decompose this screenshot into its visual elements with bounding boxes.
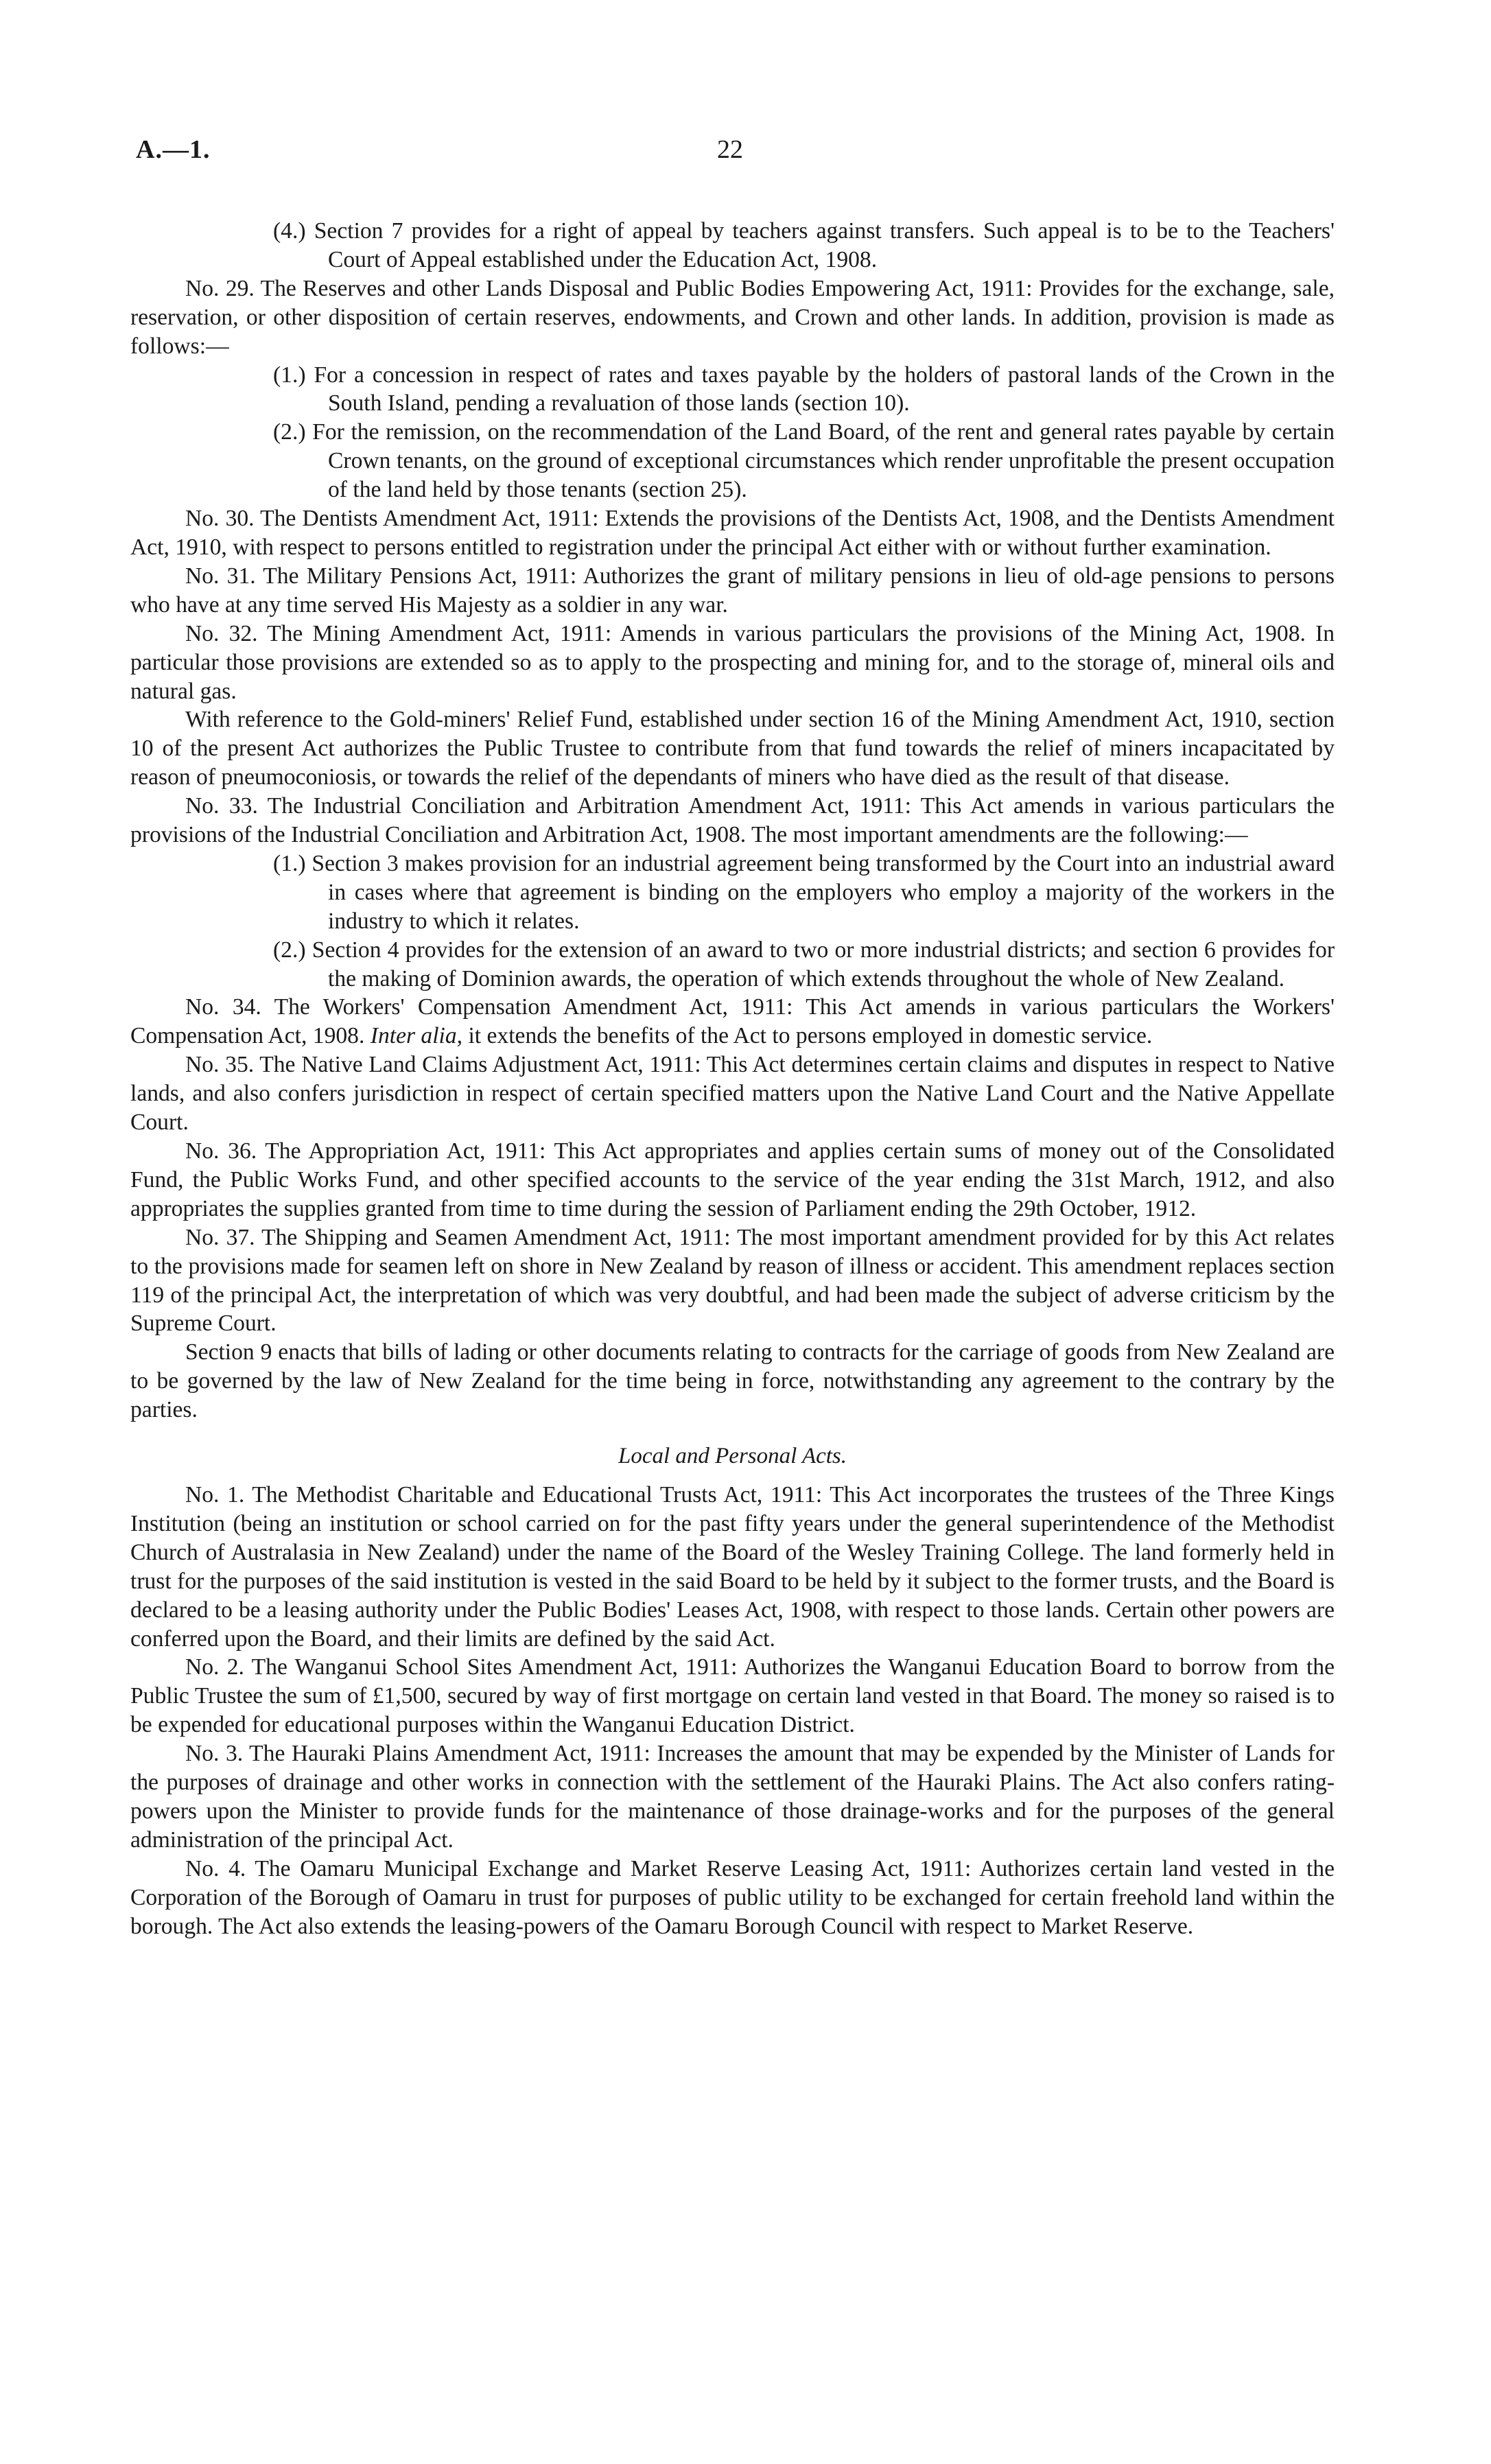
paragraph-text: it extends the benefits of the Act to persons employed in domestic service. <box>468 1023 1153 1049</box>
paragraph: No. 35. The Native Land Claims Adjustment Act, 1911: This Act determines certain claims and disputes in respect to Native lands, and also confers jurisdiction in respect of certain specified matters upon the Native Land Court and the Native Appellate Court. <box>130 1052 1335 1136</box>
paragraph: Section 9 enacts that bills of lading or other documents relating to contracts for the carriage of goods from New Zealand are to be governed by the law of New Zealand for the time being in force, notwithstanding any agreement to the contrary by the parties. <box>130 1339 1335 1423</box>
paragraph: No. 29. The Reserves and other Lands Disposal and Public Bodies Empowering Act, 1911: Provides for the exchange, sale, reservation, or other disposition of certain reserves, endowments, and Crown and other lands. In addition, provision is made as follows:— <box>130 275 1335 359</box>
page-number: 22 <box>717 135 743 164</box>
paragraph: (2.) For the remission, on the recommendation of the Land Board, of the rent and general rates payable by certain Crown tenants, on the ground of exceptional circumstances which render unprofitable the present occupation of the land held by those tenants (section 25). <box>273 419 1335 503</box>
document-code: A.—1. <box>136 135 211 164</box>
paragraph-text: No. 34. The Workers' Compensation Amendment Act, 1911: This Act amends in various particulars the Workers' Compensation Act, 1908. <box>130 994 1335 1049</box>
paragraph: With reference to the Gold-miners' Relief Fund, established under section 16 of the Mining Amendment Act, 1910, section 10 of the present Act authorizes the Public Trustee to contribute from that fund towards the relief of miners incapacitated by reason of pneumoconiosis, or towards the relief of the dependants of miners who have died as the result of that disease. <box>130 707 1335 790</box>
paragraph: No. 37. The Shipping and Seamen Amendment Act, 1911: The most important amendment provided for by this Act relates to the provisions made for seamen left on shore in New Zealand by reason of illness or accident. This amendment replaces section 119 of the principal Act, the interpretation of which was very doubtful, and had been made the subject of adverse criticism by the Supreme Court. <box>130 1224 1335 1337</box>
paragraph: No. 2. The Wanganui School Sites Amendment Act, 1911: Authorizes the Wanganui Education Board to borrow from the Public Trustee the sum of £1,500, secured by way of first mortgage on certain land vested in that Board. The money so raised is to be expended for educational purposes within the Wanganui Education District. <box>130 1654 1335 1738</box>
paragraph: No. 30. The Dentists Amendment Act, 1911: Extends the provisions of the Dentists Act, 1908, and the Dentists Amendment Act, 1910, with respect to persons entitled to registration under the principal Act either with or without further examination. <box>130 506 1335 560</box>
paragraph: (1.) For a concession in respect of rates and taxes payable by the holders of pastoral lands of the Crown in the South Island, pending a revaluation of those lands (section 10). <box>273 362 1335 416</box>
document-body <box>130 217 1335 1940</box>
italic-phrase: Inter alia, <box>370 1023 463 1049</box>
paragraph: No. 36. The Appropriation Act, 1911: This Act appropriates and applies certain sums of money out of the Consolidated Fund, the Public Works Fund, and other specified accounts to the service of the year ending the 31st March, 1912, and also appropriates the supplies granted from time to time during the session of Parliament ending the 29th October, 1912. <box>130 1138 1335 1221</box>
paragraph: No. 4. The Oamaru Municipal Exchange and Market Reserve Leasing Act, 1911: Authorizes certain land vested in the Corporation of the Borough of Oamaru in trust for purposes of public utility to be exchanged for certain freehold land within the borough. The Act also extends the leasing-powers of the Oamaru Borough Council with respect to Market Reserve. <box>130 1855 1335 1939</box>
paragraph: (1.) Section 3 makes provision for an industrial agreement being transformed by the Court into an industrial award in cases where that agreement is binding on the employers who employ a majority of the workers in the industry to which it relates. <box>273 850 1335 934</box>
paragraph: No. 1. The Methodist Charitable and Educational Trusts Act, 1911: This Act incorporates the trustees of the Three Kings Institution (being an institution or school carried on for the past fifty years under the general superintendence of the Methodist Church of Australasia in New Zealand) under the name of the Board of the Wesley Training College. The land formerly held in trust for the purposes of the said institution is vested in the said Board to be held by it subject to the former trusts, and the Board is declared to be a leasing authority under the Public Bodies' Leases Act, 1908, with respect to those lands. Certain other powers are conferred upon the Board, and their limits are defined by the said Act. <box>130 1481 1335 1652</box>
paragraph: No. 31. The Military Pensions Act, 1911: Authorizes the grant of military pensions in lieu of old-age pensions to persons who have at any time served His Majesty as a soldier in any war. <box>130 563 1335 618</box>
paragraph: No. 33. The Industrial Conciliation and Arbitration Amendment Act, 1911: This Act amends in various particulars the provisions of the Industrial Conciliation and Arbitration Act, 1908. The most important amendments are the following:— <box>130 793 1335 848</box>
paragraph: No. 32. The Mining Amendment Act, 1911: Amends in various particulars the provisions of the Mining Act, 1908. In particular those provisions are extended so as to apply to the prospecting and mining for, and to the storage of, mineral oils and natural gas. <box>130 620 1335 704</box>
paragraph: No. 3. The Hauraki Plains Amendment Act, 1911: Increases the amount that may be expended by the Minister of Lands for the purposes of drainage and other works in connection with the settlement of the Hauraki Plains. The Act also confers rating-powers upon the Minister to provide funds for the maintenance of those drainage-works and for the purposes of the general administration of the principal Act. <box>130 1741 1335 1853</box>
section-heading: Local and Personal Acts. <box>618 1444 847 1469</box>
paragraph <box>130 993 1335 1051</box>
paragraph: (4.) Section 7 provides for a right of appeal by teachers against transfers. Such appeal is to be to the Teachers' Court of Appeal established under the Education Act, 1908. <box>273 218 1335 272</box>
paragraph: (2.) Section 4 provides for the extension of an award to two or more industrial districts; and section 6 provides for the making of Dominion awards, the operation of which extends throughout the whole of New Zealand. <box>273 937 1335 992</box>
